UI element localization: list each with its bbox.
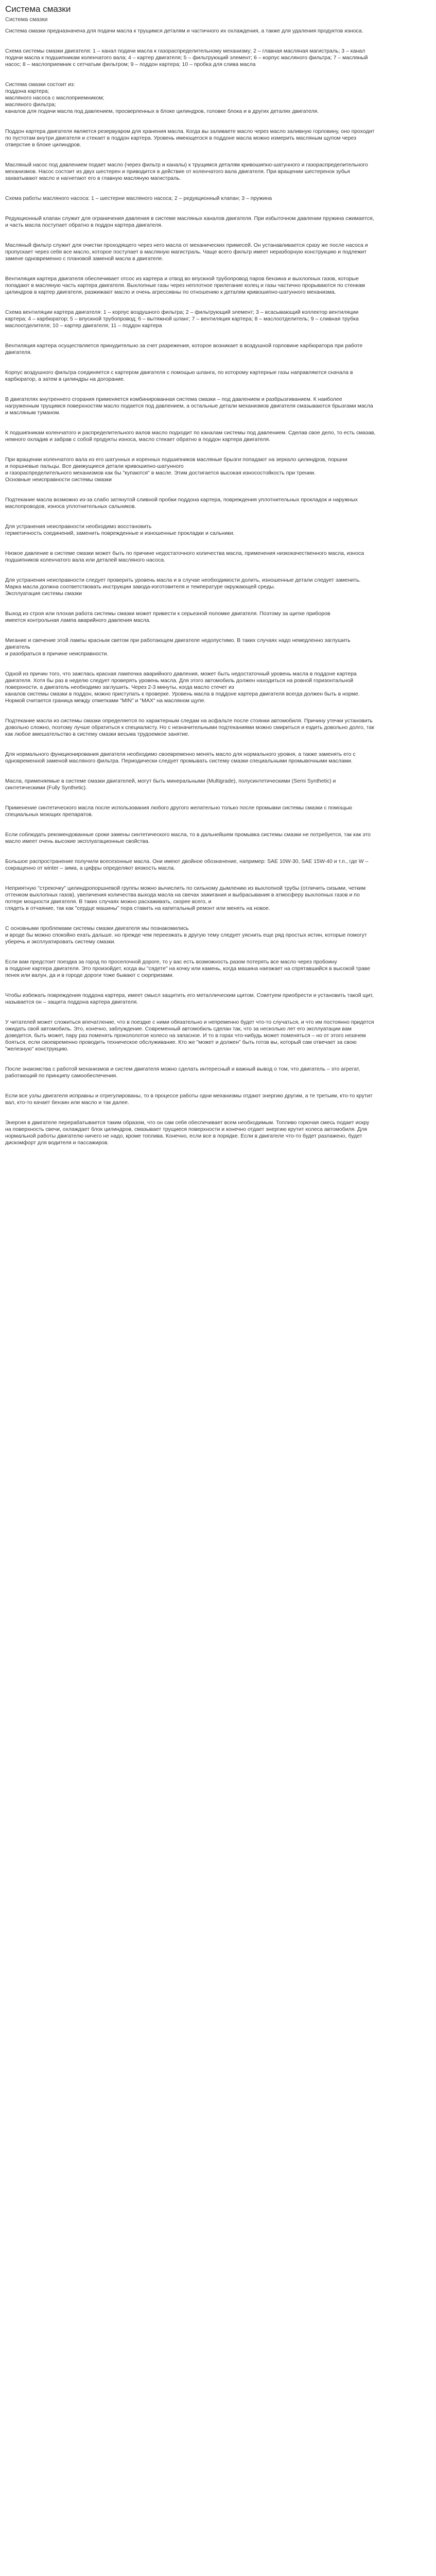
paragraph-country-road: Если вам предстоит поездка за город по проселочной дороге, то у вас есть возможность разом потерять все масло через пробоину в поддоне картера двигателя. Это произойдет, когда вы "сядете" на кочку или камень, когда машина наезжает на спрятавшийся в высокой траве пенек или валун, да и в городе дороги тоже бывают с сюрпризами. bbox=[5, 959, 371, 978]
paragraph-warning-lamp: Выход из строя или плохая работа системы смазки может привести к серьезной поломке двигателя. Поэтому за щитке приборов имеется контрольная лампа аварийного давления масла. bbox=[5, 611, 330, 623]
paragraph-leak-traces: Подтекание масла из системы смазки определяется по характерным следам на асфальте после стоянки автомобиля. Причину утечки установить довольно сложно, поэтому лучше обратиться к специалисту. Но с незначительными подтеканиями можно смириться и ездить довольно долго, так как любое вмешательство в систему смазки весьма трудоемкое занятие. bbox=[5, 718, 374, 737]
paragraph-leak-fix: Для устранения неисправности необходимо восстановить герметичность соединений, заменить поврежденные и изношенные прокладки и сальники. bbox=[5, 523, 235, 536]
page-title: Система смазки bbox=[5, 4, 71, 14]
paragraph-forced-ventilation: Вентиляция картера осуществляется принудительно за счет разрежения, которое возникает в воздушной горловине карбюратора при работе двигателя. bbox=[5, 343, 363, 355]
paragraph-basic-problems: С основными проблемами системы смазки двигателя мы познакомились и вроде бы можно спокойно ехать дальше. но прежде чем переезжать в другую тему следует уяснить еще ряд простых истин, которые помогут уберечь и эксплуатировать систему смазки. bbox=[5, 925, 367, 945]
paragraph-lubrication-scheme-caption: Схема системы смазки двигателя: 1 – канал подачи масла к газораспределительному механизму; 2 – главная масляная магистраль; 3 – канал подачи масла к подшипникам коленчатого вала; 4 – картер двигателя; 5 – фильтрующий элемент; 6 – корпус масляного фильтра; 7 – масляный насос; 8 – маслоприемник с сетчатым фильтром; 9 – поддон картера; 10 – пробка для слива масла bbox=[5, 48, 368, 67]
paragraph-oil-types: Масла, применяемые в системе смазки двигателей, могут быть минеральными (Multigrade), полусинтетическими (Semi Synthetic) и синтетическими (Fully Synthetic). bbox=[5, 778, 336, 791]
paragraph-pan-protection: Чтобы избежать повреждения поддона картера, имеет смысл защитить его металлическим щитом. Советуем приобрести и установить такой щит, называется он – защита поддона картера двигателя. bbox=[5, 992, 374, 1005]
paragraph-crankcase-ventilation: Вентиляция картера двигателя обеспечивает отсос из картера и отвод во впускной трубопровод паров бензина и выхлопных газов, которые попадают в масляную часть картера двигателя. Выхлопные газы через неплотное прилегание колец и газы частично прорываются по стенкам цилиндров в картер двигателя, разжижают масло и очень агрессивны по отношению к деталям кривошипно-шатунного механизма. bbox=[5, 276, 365, 295]
paragraph-air-filter-housing: Корпус воздушного фильтра соединяется с картером двигателя с помощью шланга, по которому картерные газы направляются сначала в карбюратор, а затем в цилиндры на догорание. bbox=[5, 369, 353, 382]
paragraph-ventilation-scheme-caption: Схема вентиляции картера двигателя: 1 – корпус воздушного фильтра; 2 – фильтрующий элемент; 3 – всасывающий коллектор вентиляции картера; 4 – карбюратор; 5 – впускной трубопровод; 6 – вытяжной шланг; 7 – вентиляция картера; 8 – маслоотделитель; 9 – сливная трубка маслоотделителя; 10 – картер двигателя; 11 – поддон картера bbox=[5, 309, 359, 329]
paragraph-oil-filter: Масляный фильтр служит для очистки проходящего через него масла от механических примесей. Он устанавливается сразу же после насоса и пропускает через себя все масло, которое поступает в масляную магистраль. Чаще всего фильтр имеет неразборную конструкцию и подлежит замене одновременно с плановой заменой масла в двигателе. bbox=[5, 242, 368, 262]
paragraph-piston-wear: Неприятную "стрекочку" цилиндропоршневой группы можно вычислить по сильному дымлению из выхлопной трубы (отличить сизыми, четким оттенком выхлопных газов), увеличения количества выхода масла на свечах зажигания и выбрасывания в атмосферу выхлопных газов и по потере мощности двигателя. В таких случаях можно расхаживать, скорее всего, и глядеть в отчаяние, так как "сердце машины" пора ставить на капитальный ремонт или менять на новое. bbox=[5, 885, 366, 911]
paragraph-combined-lubrication: В двигателях внутреннего сгорания применяется комбинированная система смазки – под давлением и разбрызгиванием. К наиболее нагруженным трущимся поверхностям масло подается под давлением, а остальные детали механизмов двигателя смазываются брызгами масла и масляным туманом. bbox=[5, 396, 373, 416]
paragraph-self-sufficiency: После знакомства с работой механизмов и систем двигателя можно сделать интересный и важный вывод о том, что двигатель – это агрегат, работающий по принципу самообеспечения. bbox=[5, 1066, 360, 1079]
paragraph-oil-level-check: Одной из причин того, что зажглась красная лампочка аварийного давления, может быть недостаточный уровень масла в поддоне картера двигателя. Хотя бы раз в неделю следует проверять уровень масла. Для этого автомобиль должен находиться на ровной горизонтальной поверхности, а двигатель необходимо заглушить. Через 2-3 минуты, когда масло стечет из каналов системы смазки в поддон, можно приступать к проверке. Уровень масла в поддоне картера двигателя всегда должен быть в норме. Нормой считается граница между отметками "MIN" и "MAX" на масляном щупе. bbox=[5, 671, 360, 704]
paragraph-relief-valve: Редукционный клапан служит для ограничения давления в системе масляных каналов двигателя. При избыточном давлении пружина сжимается, и часть масла поступает обратно в поддон картера двигателя. bbox=[5, 215, 374, 228]
paragraph-mechanisms-energy: Если все узлы двигателя исправны и отрегулированы, то в процессе работы одни механизмы отдают энергию другим, а те третьим, кто-то крутит вал, кто-то качает бензин или масло и так далее. bbox=[5, 1093, 373, 1106]
paragraph-low-pressure-fix: Для устранения неисправности следует проверить уровень масла и в случае необходимости долить, изношенные детали следует заменить. Марка масла должна соответствовать инструкции завода-изготовителя и температуре окружающей среды. Эксплуатация системы смазки bbox=[5, 577, 361, 597]
paragraph-energy-conversion: Энергия в двигателе перерабатывается таким образом, что он сам себя обеспечивает всем необходимым. Топливо горючая смесь подает искру на поверхность свечи, охлаждает блок цилиндров, смазывает трущиеся поверхности и конечно отдает энергию крутит колеса автомобиля. Для нормальной работы двигателю ничего не надо, кроме топлива. Конечно, если все в порядке. Если в двигателе что-то будет разлажено, будет дискомфорт для водителя и пассажиров. bbox=[5, 1120, 370, 1146]
paragraph-lamp-blinking: Мигание и свечение этой лампы красным светом при работающем двигателе недопустимо. В таких случаях надо немедленно заглушить двигатель и разобраться в причине неисправности. bbox=[5, 637, 351, 657]
paragraph-pump-scheme-caption: Схема работы масляного насоса: 1 – шестерни масляного насоса; 2 – редукционный клапан; 3 – пружина bbox=[5, 195, 272, 201]
paragraph-splash-lubrication: При вращении коленчатого вала из его шатунных и коренных подшипников масляные брызги попадают на зеркало цилиндров, поршни и поршневые пальцы. Все движущиеся детали кривошипно-шатунного и газораспределительного механизмов как бы "купаются" в масле. Этим достигается высокая износостойкость при трении. Основные неисправности системы смазки bbox=[5, 456, 347, 483]
article-body bbox=[5, 28, 431, 1146]
paragraph-system-components: Система смазки состоит из: поддона картера; масляного насоса с маслоприемником; масляного фильтра; каналов для подачи масла под давлением, просверленных в блоке цилиндров, головке блока и в других деталях двигателя. bbox=[5, 81, 319, 114]
paragraph-synthetic-switch: Применение синтетического масла после использования любого другого желательно только после промывки системы смазки с помощью специальных моющих препаратов. bbox=[5, 805, 353, 818]
paragraph-reliability: У читателей может сложиться впечатление, что в поездке с ними обязательно и непременно будет что-то случаться, и что им постоянно придется ожидать свой автомобиль. Это, конечно, заблуждение. Современный автомобиль сделан так, что за несколько лет его эксплуатации вам доведется, быть может, пару раз поменять прокололотое колесо на запасное. И то в горах что-нибудь может поменяться – но от этого незачем бояться, если своевременно проводить техническое обслуживание. Кто же "может и должен" быть готов вы, который сам отвечает за свою "железную" конструкцию. bbox=[5, 1019, 374, 1052]
paragraph-oil-change: Для нормального функционирования двигателя необходимо своевременно менять масло для нормального уровня, а также заменять его с одновременной заменой масляного фильтра. Периодически следует промывать систему смазки специальными промывочными маслами. bbox=[5, 751, 356, 764]
paragraph-oil-pan: Поддон картера двигателя является резервуаром для хранения масла. Когда вы заливаете масло через масло заливную горловину, оно проходит по пустотам внутри двигателя и стекает в поддон картера. Уровень имеющегося в поддоне масла можно измерить масляным щупом через отверстие в блоке цилиндров. bbox=[5, 128, 375, 148]
paragraph-synthetic-intervals: Если соблюдать рекомендованные сроки замены синтетического масла, то в дальнейшем промывка системы смазки не потребуется, так как это масло имеет очень высокие эксплуатационные свойства. bbox=[5, 832, 371, 844]
page-subtitle: Система смазки bbox=[5, 16, 48, 23]
paragraph-bearings: К подшипникам коленчатого и распределительного валов масло подходит по каналам системы под давлением. Сделав свое дело, то есть смазав, немного охладив и забрав с собой продукты износа, масло стекает обратно в поддон картера двигателя. bbox=[5, 430, 376, 443]
paragraph-low-pressure: Низкое давление в системе смазки может быть по причине недостаточного количества масла, применения низкокачественного масла, износа подшипников коленчатого вала или деталей масляного насоса. bbox=[5, 550, 364, 563]
paragraph-oil-leaks: Подтекание масла возможно из-за слабо затянутой сливной пробки поддона картера, повреждения уплотнительных прокладок и наружных маслопроводов, износа уплотнительных сальников. bbox=[5, 497, 358, 510]
paragraph-oil-pump: Масляный насос под давлением подает масло (через фильтр и каналы) к трущимся деталям кривошипно-шатунного и газораспределительного механизмов. Насос состоит из двух шестерен и приводится в действие от коленчатого вала двигателя. При вращении шестеренок зубья захватывают масло и нагнетают его в главную масляную магистраль. bbox=[5, 162, 368, 181]
paragraph-intro: Система смазки предназначена для подачи масла к трущимся деталям и частичного их охлаждения, а также для удаления продуктов износа. bbox=[5, 28, 363, 34]
paragraph-multigrade: Большое распространение получили всесезонные масла. Они имеют двойное обозначение, например: SAE 10W-30, SAE 15W-40 и т.п., где W – сокращенно от winter – зима, а цифры определяют вязкость масла. bbox=[5, 858, 369, 871]
